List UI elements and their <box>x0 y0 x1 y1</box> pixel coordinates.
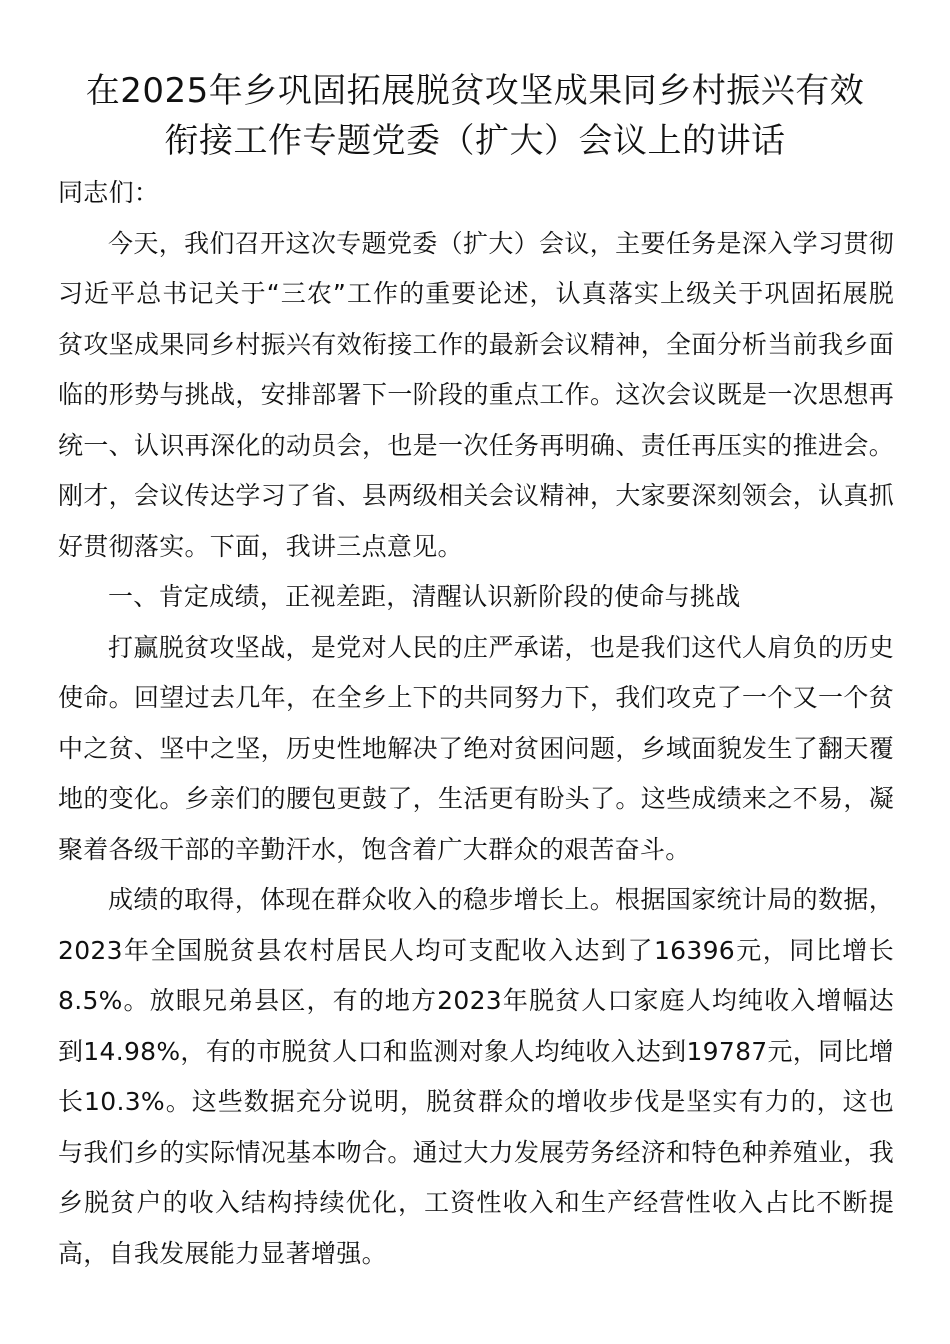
paragraph-achievements: 打赢脱贫攻坚战，是党对人民的庄严承诺，也是我们这代人肩负的历史使命。回望过去几年，在全乡上下的共同努力下，我们攻克了一个又一个贫中之贫、坚中之坚，历史性地解决了绝对贫困问题，乡域面貌发生了翻天覆地的变化。乡亲们的腰包更鼓了，生活更有盼头了。这些成绩来之不易，凝聚着各级干部的辛勤汗水，饱含着广大群众的艰苦奋斗。 <box>58 632 894 864</box>
paragraph-income-data: 成绩的取得，体现在群众收入的稳步增长上。根据国家统计局的数据，2023年全国脱贫县农村居民人均可支配收入达到了16396元，同比增长8.5%。放眼兄弟县区，有的地方2023年脱贫人口家庭人均纯收入增幅达到14.98%，有的市脱贫人口和监测对象人均纯收入达到19787元，同比增长10.3%。这些数据充分说明，脱贫群众的增收步伐是坚实有力的，这也与我们乡的实际情况基本吻合。通过大力发展劳务经济和特色种养殖业，我乡脱贫户的收入结构持续优化，工资性收入和生产经营性收入占比不断提高，自我发展能力显著增强。 <box>58 885 894 1268</box>
document-body <box>58 168 894 1279</box>
section-heading-1: 一、肯定成绩，正视差距，清醒认识新阶段的使命与挑战 <box>108 582 741 611</box>
salutation: 同志们： <box>58 178 160 207</box>
document-title <box>56 66 894 166</box>
paragraph-intro: 今天，我们召开这次专题党委（扩大）会议，主要任务是深入学习贯彻习近平总书记关于“三农”工作的重要论述，认真落实上级关于巩固拓展脱贫攻坚成果同乡村振兴有效衔接工作的最新会议精神，全面分析当前我乡面临的形势与挑战，安排部署下一阶段的重点工作。这次会议既是一次思想再统一、认识再深化的动员会，也是一次任务再明确、责任再压实的推进会。刚才，会议传达学习了省、县两级相关会议精神，大家要深刻领会，认真抓好贯彻落实。下面，我讲三点意见。 <box>58 228 894 561</box>
title-line-1: 在2025年乡巩固拓展脱贫攻坚成果同乡村振兴有效 <box>85 71 865 111</box>
title-line-2: 衔接工作专题党委（扩大）会议上的讲话 <box>164 121 786 161</box>
